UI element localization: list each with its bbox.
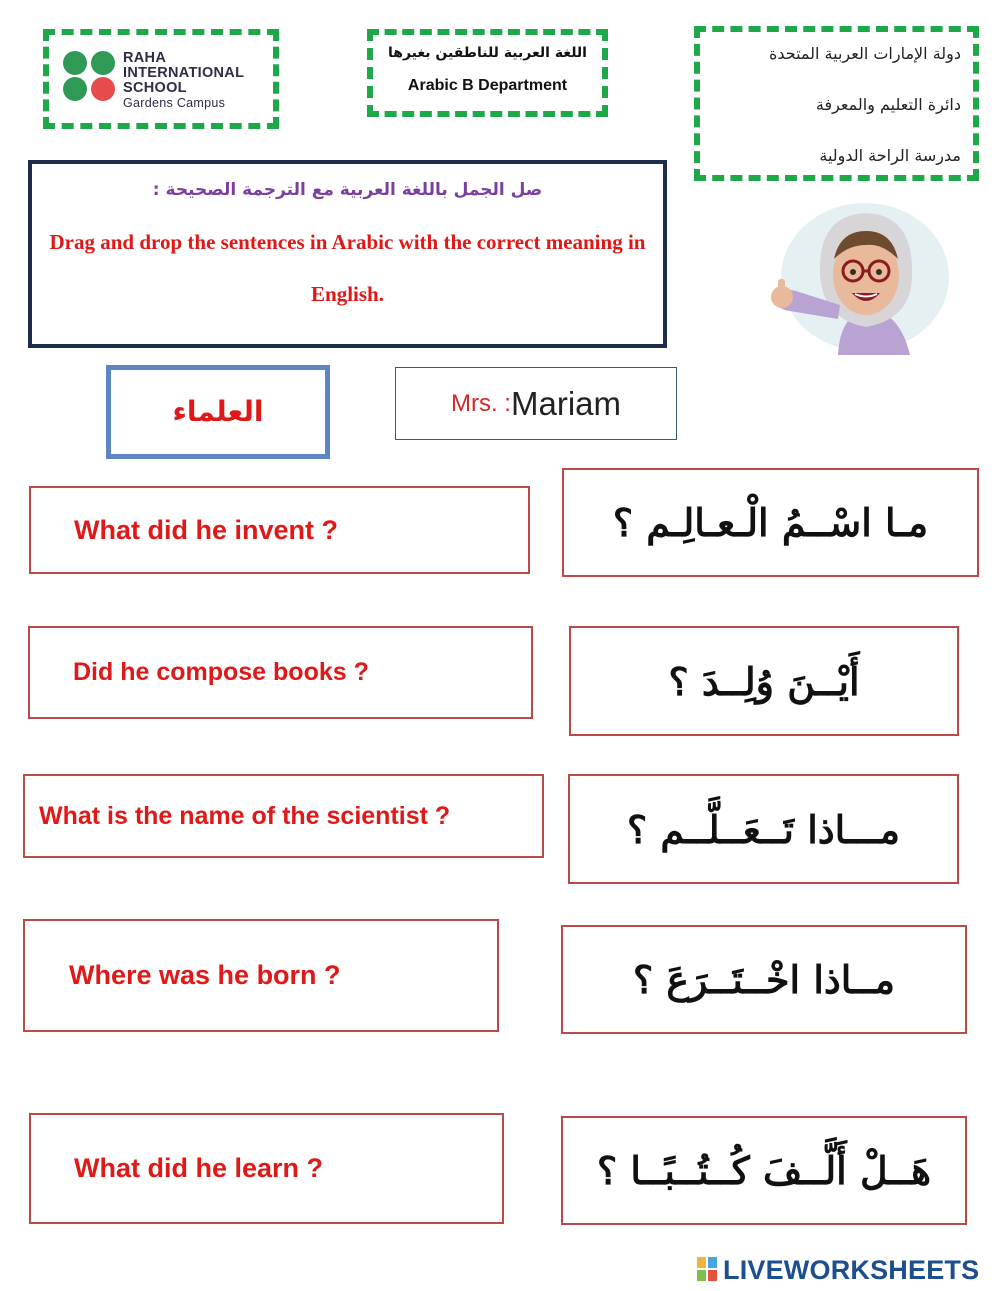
english-card-1[interactable] (29, 486, 530, 574)
arabic-card-1[interactable] (562, 468, 979, 577)
topic-title: العلماء (172, 395, 264, 428)
teacher-avatar (760, 195, 950, 355)
government-line-3: مدرسة الراحة الدولية (819, 146, 961, 165)
instructions-arabic: صل الجمل باللغة العربية مع الترجمة الصحيحة : (152, 180, 543, 200)
teacher-name: Mariam (510, 384, 621, 422)
english-card-text: What did he learn ? (74, 1153, 324, 1183)
liveworksheets-logo-icon (697, 1257, 719, 1283)
arabic-card-3[interactable] (568, 774, 959, 884)
logo-line-4: Gardens Campus (123, 96, 226, 110)
teacher-prefix: Mrs. : (450, 389, 511, 417)
arabic-card-text: مـــاذا تَــعَــلَّــم ؟ (627, 806, 901, 852)
english-card-text: Where was he born ? (69, 960, 341, 990)
liveworksheets-brand (697, 1255, 979, 1285)
arabic-card-text: مــاذا اخْــتَــرَعَ ؟ (633, 957, 895, 1002)
school-logo-text (123, 51, 244, 111)
liveworksheets-brand-text: LIVEWORKSHEETS (723, 1254, 980, 1285)
english-card-5[interactable] (29, 1113, 504, 1224)
department-english: Arabic B Department (407, 77, 568, 94)
english-card-text: What is the name of the scientist ? (39, 801, 451, 830)
english-card-text: Did he compose books ? (73, 658, 369, 686)
arabic-card-2[interactable] (569, 626, 959, 736)
english-card-2[interactable] (28, 626, 533, 719)
arabic-card-text: مـا اسْــمُ الْـعـالِـم ؟ (612, 500, 929, 545)
arabic-card-text: أَيْــنَ وُلِــدَ ؟ (668, 658, 860, 704)
government-line-2: دائرة التعليم والمعرفة (815, 95, 961, 114)
english-card-text: What did he invent ? (74, 514, 338, 545)
department-box (367, 29, 608, 117)
logo-line-1: RAHA (123, 50, 167, 66)
logo-line-3: SCHOOL (123, 80, 187, 96)
teacher-box (395, 367, 677, 440)
english-card-3[interactable] (23, 774, 544, 858)
government-line-1: دولة الإمارات العربية المتحدة (768, 44, 961, 63)
school-logo-box (43, 29, 279, 129)
arabic-card-5[interactable] (561, 1116, 967, 1225)
department-arabic: اللغة العربية للناطقين بغيرها (388, 45, 587, 61)
school-logo-icon (63, 51, 117, 105)
english-card-4[interactable] (23, 919, 499, 1032)
arabic-card-text: هَــلْ أَلَّــفَ كُــتُــبًــا ؟ (596, 1148, 932, 1193)
instructions-english: Drag and drop the sentences in Arabic with the correct meaning in English. (49, 230, 646, 306)
logo-line-2: INTERNATIONAL (123, 65, 245, 81)
topic-box (106, 365, 330, 459)
government-box (694, 26, 979, 181)
instructions-box (28, 160, 667, 348)
arabic-card-4[interactable] (561, 925, 967, 1034)
